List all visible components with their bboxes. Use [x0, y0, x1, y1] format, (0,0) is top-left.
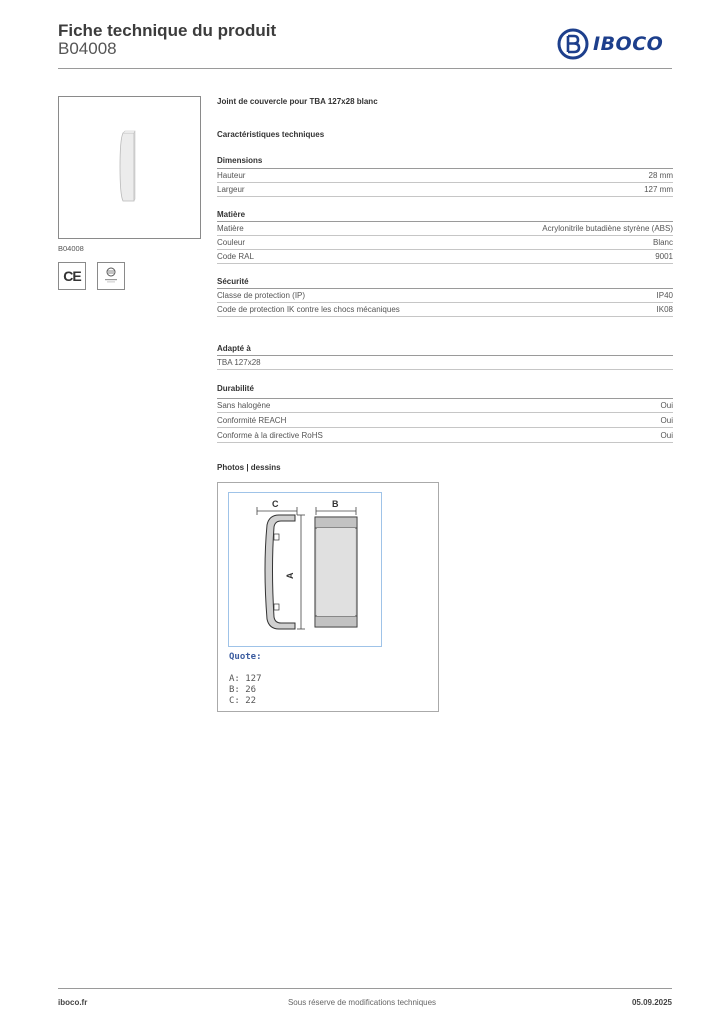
spec-value: Oui [660, 416, 673, 425]
spec-row [217, 169, 673, 183]
spec-value: IK08 [656, 305, 673, 314]
spec-label: Couleur [217, 238, 246, 247]
footer-date: 05.09.2025 [631, 998, 672, 1007]
spec-value: IP40 [656, 291, 673, 300]
spec-value: Oui [660, 431, 673, 440]
page-title: Fiche technique du produit [58, 21, 277, 40]
footer-website[interactable]: iboco.fr [58, 998, 88, 1007]
spec-value: Oui [660, 401, 673, 410]
logo-text: IBOCO [593, 33, 664, 55]
spec-row [217, 303, 673, 317]
spec-row [217, 429, 673, 443]
spec-value: Blanc [652, 238, 673, 247]
photos-heading: Photos | dessins [217, 463, 281, 472]
spec-row [217, 289, 673, 303]
section-title-securite: Sécurité [217, 277, 249, 286]
thumbnail-caption: B04008 [58, 244, 84, 253]
dim-label-c: C [272, 499, 279, 509]
iboco-logo [557, 28, 663, 60]
footer-divider [58, 988, 672, 989]
section-title-matiere: Matière [217, 210, 246, 219]
spec-label: Classe de protection (IP) [217, 291, 306, 300]
spec-heading: Caractéristiques techniques [217, 130, 325, 139]
spec-row [217, 356, 673, 370]
spec-row [217, 399, 673, 413]
spec-label: Largeur [217, 185, 245, 194]
section-title-dimensions: Dimensions [217, 156, 263, 165]
spec-label: Code RAL [217, 252, 254, 261]
drawing-frame [228, 492, 382, 647]
spec-row [217, 414, 673, 428]
spec-label: Code de protection IK contre les chocs mécaniques [217, 305, 400, 314]
quote-b: B: 26 [229, 685, 257, 695]
technical-drawing-box [217, 482, 439, 712]
spec-value: Acrylonitrile butadiène styrène (ABS) [542, 224, 673, 233]
spec-value: 127 mm [644, 185, 673, 194]
ce-mark [58, 262, 86, 290]
dim-label-b: B [332, 499, 339, 509]
spec-row [217, 222, 673, 236]
quote-a: A: 127 [229, 674, 262, 684]
spec-row [217, 250, 673, 264]
product-name: Joint de couvercle pour TBA 127x28 blanc [217, 97, 378, 106]
ce-mark-text: CE [63, 268, 81, 284]
spec-label: Matière [217, 224, 244, 233]
spec-label: Conformité REACH [217, 416, 287, 425]
section-title-durabilite: Durabilité [217, 384, 254, 393]
footer-notice: Sous réserve de modifications techniques [287, 998, 437, 1007]
spec-row [217, 183, 673, 197]
product-code-header: B04008 [58, 39, 117, 58]
product-image [59, 97, 200, 238]
spec-value: 28 mm [648, 171, 673, 180]
certification-icon [97, 262, 125, 290]
certification-mark-icon [100, 265, 122, 287]
technical-drawing [229, 493, 381, 646]
spec-value: 9001 [655, 252, 673, 261]
quote-c: C: 22 [229, 696, 257, 706]
spec-row [217, 236, 673, 250]
dim-label-a: A [285, 572, 295, 579]
spec-label: Conforme à la directive RoHS [217, 431, 323, 440]
header-divider [58, 68, 672, 69]
spec-label: TBA 127x28 [217, 358, 261, 367]
spec-label: Sans halogène [217, 401, 271, 410]
spec-label: Hauteur [217, 171, 246, 180]
product-thumbnail [58, 96, 201, 239]
section-title-adapte: Adapté à [217, 344, 251, 353]
quote-label: Quote: [229, 652, 262, 662]
iboco-logo-icon [557, 28, 589, 60]
